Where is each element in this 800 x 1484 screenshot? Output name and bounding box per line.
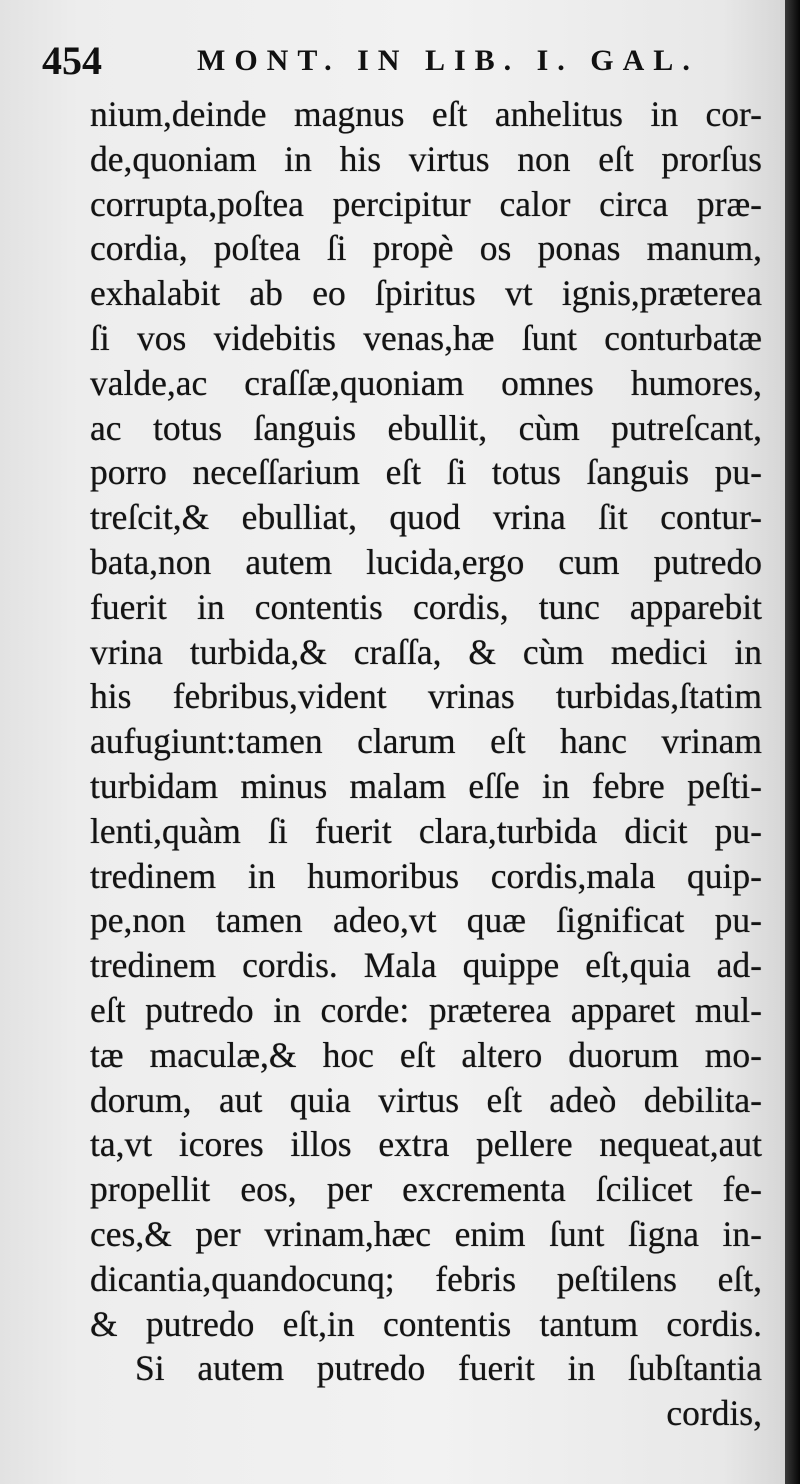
- text-line: & putredo eſt,in contentis tantum cordis.: [90, 1303, 762, 1344]
- catchword: cordis,: [666, 1393, 762, 1434]
- text-line: ces,& per vrinam,hæc enim ſunt ſigna in-: [90, 1214, 762, 1254]
- text-line: ta,vt icores illos extra pellere nequeat,aut: [90, 1124, 762, 1165]
- text-line: his febribus,vident vrinas turbidas,ſtatim: [90, 676, 762, 717]
- text-line: propellit eos, per excrementa ſcilicet fe-: [90, 1169, 762, 1210]
- text-line: turbidam minus malam eſſe in febre peſti-: [90, 766, 762, 806]
- text-line: dicantia,quandocunq; febris peſtilens eſt,: [90, 1258, 762, 1299]
- text-line: tredinem cordis. Mala quippe eſt,quia ad-: [90, 945, 762, 986]
- text-line: corrupta,poſtea percipitur calor circa præ-: [90, 183, 762, 224]
- text-line: ac totus ſanguis ebullit, cùm putreſcant,: [90, 407, 762, 448]
- text-line: valde,ac craſſæ,quoniam omnes humores,: [90, 362, 762, 403]
- text-line: eſt putredo in corde: præterea apparet mul-: [90, 990, 762, 1030]
- text-line: de,quoniam in his virtus non eſt prorſus: [90, 138, 762, 179]
- text-line: ſi vos videbitis venas,hæ ſunt conturbatæ: [90, 318, 762, 358]
- text-line: bata,non autem lucida,ergo cum putredo: [90, 542, 762, 582]
- text-line: aufugiunt:tamen clarum eſt hanc vrinam: [90, 721, 762, 762]
- page-edge-shadow: [785, 0, 800, 1484]
- running-head: [42, 36, 762, 86]
- text-line: tredinem in humoribus cordis,mala quip-: [90, 855, 762, 896]
- running-title: MONT. IN LIB. I. GAL.: [197, 44, 699, 77]
- text-line: lenti,quàm ſi fuerit clara,turbida dicit pu-: [90, 810, 762, 851]
- text-line: porro neceſſarium eſt ſi totus ſanguis pu-: [90, 452, 762, 493]
- text-line: exhalabit ab eo ſpiritus vt ignis,præterea: [90, 273, 762, 314]
- text-line: vrina turbida,& craſſa, & cùm medici in: [90, 631, 762, 672]
- text-line: tæ maculæ,& hoc eſt altero duorum mo-: [90, 1034, 762, 1075]
- text-line: treſcit,& ebulliat, quod vrina ſit contur-: [90, 497, 762, 538]
- text-line: nium,deinde magnus eſt anhelitus in cor-: [90, 94, 762, 134]
- body-text: [90, 92, 770, 1472]
- text-line: dorum, aut quia virtus eſt adeò debilita-: [90, 1079, 762, 1120]
- text-line: pe,non tamen adeo,vt quæ ſignificat pu-: [90, 900, 762, 941]
- text-line: fuerit in contentis cordis, tunc apparebit: [90, 586, 762, 627]
- page-number: 454: [42, 38, 102, 83]
- text-line: cordia, poſtea ſi propè os ponas manum,: [90, 228, 762, 269]
- paragraph-first-line: Si autem putredo fuerit in ſubſtantia: [135, 1348, 762, 1389]
